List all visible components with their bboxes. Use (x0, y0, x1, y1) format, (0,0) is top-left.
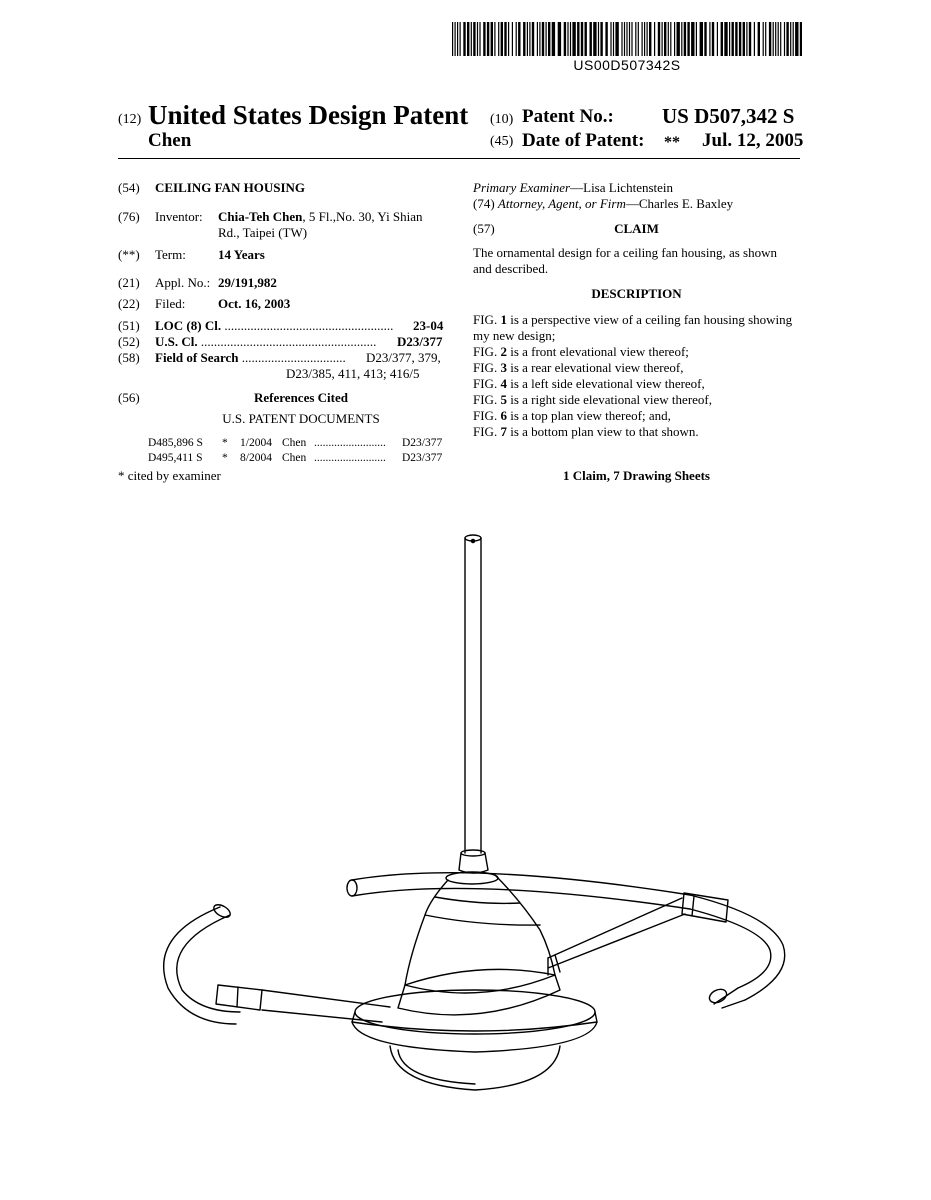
list-item (148, 435, 448, 450)
loc-line (155, 318, 447, 334)
inventor-label: Inventor: (155, 209, 203, 224)
term-label: Term: (155, 247, 186, 262)
list-item: my new design; (473, 328, 556, 343)
date-of-patent-label: Date of Patent: (522, 130, 645, 151)
inventor-surname: Chen (148, 130, 192, 151)
ref-number: D495,411 S (148, 452, 203, 464)
ref-number: D485,896 S (148, 437, 203, 449)
attorney-label: Attorney, Agent, or Firm (497, 196, 626, 211)
cited-by-examiner: * cited by examiner (118, 468, 221, 483)
claim-text1: The ornamental design for a ceiling fan housing, as shown (473, 245, 777, 260)
patent-no-label: Patent No.: (522, 106, 614, 127)
patent-title: CEILING FAN HOUSING (155, 180, 306, 195)
ref-dots: ......................... (314, 437, 386, 449)
arc-arm (164, 873, 785, 1024)
loc-value: 23-04 (410, 318, 443, 334)
appl-value: 29/191,982 (218, 275, 277, 290)
claim-title: CLAIM (614, 221, 659, 236)
attorney-name: —Charles E. Baxley (625, 196, 734, 211)
ref-star: * (222, 452, 228, 464)
claim-text2: and described. (473, 261, 549, 276)
list-item: FIG. 3 is a rear elevational view thereof, (473, 360, 684, 375)
rod-collar (459, 850, 488, 873)
ref-star: * (222, 437, 228, 449)
inventor-line1 (218, 209, 423, 225)
ref-class: D23/377 (402, 437, 443, 449)
barcode-number: US00D507342S (573, 57, 681, 73)
refs-subtitle: U.S. PATENT DOCUMENTS (222, 411, 380, 426)
field-value2: D23/385, 411, 413; 416/5 (286, 366, 420, 381)
ref-name: Chen (282, 437, 307, 449)
date-marker: ** (664, 134, 680, 151)
references-list (148, 435, 448, 465)
light-saucer (352, 990, 597, 1090)
filed-label: Filed: (155, 296, 186, 311)
filed-code: (22) (118, 296, 140, 311)
inventor-address2: Rd., Taipei (TW) (218, 225, 308, 240)
list-item (148, 450, 448, 465)
patent-date: Jul. 12, 2005 (702, 130, 804, 151)
inventor-name: Chia-Teh Chen (218, 209, 303, 224)
term-value: 14 Years (218, 247, 265, 262)
figure-descriptions (473, 312, 803, 440)
appl-label: Appl. No.: (155, 275, 211, 290)
inventor-code: (76) (118, 209, 140, 224)
code-10: (10) (490, 112, 514, 127)
ref-date: 8/2004 (240, 452, 272, 464)
list-item: FIG. 6 is a top plan view thereof; and, (473, 408, 671, 423)
title-code: (54) (118, 180, 140, 195)
down-rod (465, 535, 481, 853)
examiner-name: —Lisa Lichtenstein (570, 180, 674, 195)
refs-title: References Cited (254, 390, 348, 405)
ceiling-fan-housing-drawing (150, 520, 800, 1180)
loc-label: LOC (8) Cl. (155, 318, 222, 333)
list-item: FIG. 2 is a front elevational view thereof; (473, 344, 689, 359)
list-item: FIG. 1 is a perspective view of a ceiling fan housing showing (473, 312, 793, 327)
ref-name: Chen (282, 452, 307, 464)
ref-date: 1/2004 (240, 437, 272, 449)
ref-dots: ......................... (314, 452, 386, 464)
us-dots: ...................................................... (197, 334, 377, 349)
claims-summary: 1 Claim, 7 Drawing Sheets (563, 468, 710, 483)
code-12: (12) (118, 112, 142, 127)
list-item: FIG. 7 is a bottom plan view to that shown. (473, 424, 699, 439)
field-dots: ................................ (238, 350, 346, 365)
document-type: United States Design Patent (148, 100, 469, 130)
attorney-line (473, 196, 733, 212)
barcode (452, 22, 802, 56)
patent-number: US D507,342 S (662, 104, 795, 128)
code-45: (45) (490, 134, 514, 149)
us-label: U.S. Cl. (155, 334, 198, 349)
claim-code: (57) (473, 221, 495, 236)
examiner-label: Primary Examiner (473, 180, 571, 195)
term-code: (**) (118, 247, 140, 262)
list-item: FIG. 5 is a right side elevational view thereof, (473, 392, 712, 407)
field-line (155, 350, 367, 366)
loc-code: (51) (118, 318, 140, 333)
description-title: DESCRIPTION (591, 286, 682, 301)
refs-code: (56) (118, 390, 140, 405)
us-code: (52) (118, 334, 140, 349)
primary-examiner (473, 180, 673, 196)
field-code: (58) (118, 350, 140, 365)
appl-code: (21) (118, 275, 140, 290)
header-rule (118, 158, 800, 159)
loc-dots: .................................................... (221, 318, 394, 333)
ref-class: D23/377 (402, 452, 443, 464)
field-label: Field of Search (155, 350, 239, 365)
filed-value: Oct. 16, 2003 (218, 296, 291, 311)
us-value: D23/377 (394, 334, 443, 350)
attorney-code: (74) (473, 196, 495, 211)
inventor-address1: , 5 Fl.,No. 30, Yi Shian (302, 209, 423, 224)
list-item: FIG. 4 is a left side elevational view thereof, (473, 376, 705, 391)
field-value1: D23/377, 379, (366, 350, 441, 365)
